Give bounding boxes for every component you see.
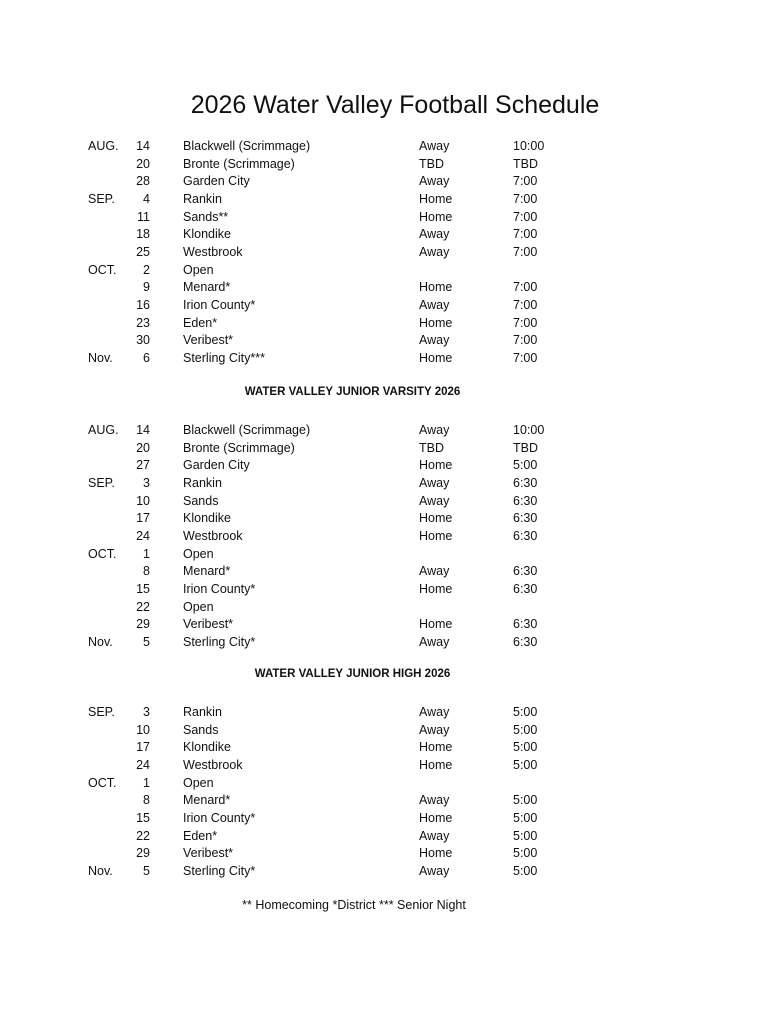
location-cell: Home: [419, 582, 453, 597]
opponent-cell: Bronte (Scrimmage): [183, 156, 295, 171]
schedule-row: [0, 562, 763, 580]
opponent-cell: Bronte (Scrimmage): [183, 440, 295, 455]
month-cell: Nov.: [88, 635, 113, 650]
time-cell: 7:00: [513, 227, 538, 242]
location-cell: Away: [419, 828, 450, 843]
month-cell: AUG.: [88, 423, 119, 437]
day-cell: 4: [143, 192, 150, 206]
schedule-row: [0, 862, 763, 880]
month-cell: SEP.: [88, 192, 115, 206]
opponent-cell: Sands**: [183, 209, 229, 224]
location-cell: Home: [419, 617, 453, 632]
schedule-row: [0, 598, 763, 616]
time-cell: 7:00: [513, 333, 538, 348]
location-cell: Away: [419, 139, 450, 153]
day-cell: 17: [136, 511, 150, 526]
schedule-row: [0, 774, 763, 792]
location-cell: Away: [419, 423, 450, 437]
opponent-cell: Garden City: [183, 174, 250, 189]
schedule-row: [0, 738, 763, 756]
location-cell: Home: [419, 458, 453, 473]
day-cell: 3: [143, 705, 150, 719]
location-cell: Away: [419, 174, 450, 189]
day-cell: 25: [136, 245, 150, 260]
section-heading: WATER VALLEY JUNIOR HIGH 2026: [254, 668, 451, 680]
location-cell: Away: [419, 864, 450, 879]
day-cell: 20: [136, 440, 150, 455]
location-cell: Home: [419, 740, 453, 755]
schedule-row: [0, 545, 763, 563]
month-cell: OCT.: [88, 262, 117, 277]
location-cell: Home: [419, 315, 453, 330]
location-cell: Away: [419, 476, 450, 490]
time-cell: 7:00: [513, 280, 538, 295]
day-cell: 27: [136, 458, 150, 473]
opponent-cell: Klondike: [183, 227, 231, 242]
day-cell: 10: [136, 722, 150, 737]
schedule-row: [0, 331, 763, 349]
time-cell: 7:00: [513, 351, 538, 366]
schedule-row: [0, 243, 763, 261]
time-cell: 6:30: [513, 511, 538, 526]
opponent-cell: Irion County*: [183, 582, 256, 597]
opponent-cell: Rankin: [183, 705, 222, 719]
opponent-cell: Sterling City*: [183, 635, 256, 650]
day-cell: 1: [143, 546, 150, 561]
location-cell: Away: [419, 722, 450, 737]
schedule-row: [0, 827, 763, 845]
schedule-row: [0, 296, 763, 314]
day-cell: 8: [143, 793, 150, 808]
schedule-row: [0, 615, 763, 633]
schedule-row: [0, 439, 763, 457]
month-cell: Nov.: [88, 864, 113, 879]
opponent-cell: Sterling City*: [183, 864, 256, 879]
schedule-row: [0, 137, 763, 155]
day-cell: 16: [136, 298, 150, 313]
time-cell: 6:30: [513, 476, 538, 490]
schedule-row: [0, 721, 763, 739]
location-cell: Away: [419, 793, 450, 808]
schedule-row: [0, 349, 763, 367]
month-cell: SEP.: [88, 476, 115, 490]
day-cell: 5: [143, 864, 150, 879]
location-cell: Home: [419, 846, 453, 861]
schedule-row: [0, 172, 763, 190]
opponent-cell: Veribest*: [183, 846, 234, 861]
opponent-cell: Open: [183, 775, 214, 790]
schedule-row: [0, 225, 763, 243]
month-cell: OCT.: [88, 775, 117, 790]
time-cell: 6:30: [513, 635, 538, 650]
location-cell: Home: [419, 192, 453, 206]
time-cell: 6:30: [513, 564, 538, 579]
opponent-cell: Irion County*: [183, 298, 256, 313]
location-cell: Away: [419, 227, 450, 242]
day-cell: 24: [136, 758, 150, 772]
schedule-row: [0, 190, 763, 208]
location-cell: Home: [419, 280, 453, 295]
day-cell: 15: [136, 582, 150, 597]
time-cell: 7:00: [513, 315, 538, 330]
time-cell: TBD: [513, 440, 538, 455]
time-cell: 5:00: [513, 722, 538, 737]
opponent-cell: Open: [183, 546, 214, 561]
location-cell: Away: [419, 245, 450, 260]
schedule-row: [0, 791, 763, 809]
opponent-cell: Klondike: [183, 740, 231, 755]
section-heading: WATER VALLEY JUNIOR VARSITY 2026: [244, 386, 461, 398]
time-cell: 6:30: [513, 529, 538, 544]
opponent-cell: Garden City: [183, 458, 250, 473]
time-cell: 7:00: [513, 298, 538, 313]
time-cell: 5:00: [513, 828, 538, 843]
schedule-row: [0, 509, 763, 527]
day-cell: 5: [143, 635, 150, 650]
opponent-cell: Rankin: [183, 476, 222, 490]
day-cell: 9: [143, 280, 150, 295]
month-cell: OCT.: [88, 546, 117, 561]
location-cell: Home: [419, 209, 453, 224]
day-cell: 11: [137, 209, 150, 224]
time-cell: 6:30: [513, 617, 538, 632]
day-cell: 20: [136, 156, 150, 171]
opponent-cell: Westbrook: [183, 758, 243, 772]
opponent-cell: Blackwell (Scrimmage): [183, 139, 311, 153]
location-cell: Away: [419, 564, 450, 579]
footnote-legend: ** Homecoming *District *** Senior Night: [242, 898, 466, 912]
schedule-row: [0, 261, 763, 279]
time-cell: 10:00: [513, 139, 545, 153]
opponent-cell: Veribest*: [183, 617, 234, 632]
schedule-row: [0, 421, 763, 439]
day-cell: 14: [136, 423, 150, 437]
opponent-cell: Irion County*: [183, 811, 256, 826]
schedule-row: [0, 492, 763, 510]
opponent-cell: Menard*: [183, 793, 231, 808]
time-cell: 6:30: [513, 582, 538, 597]
time-cell: 5:00: [513, 846, 538, 861]
day-cell: 2: [143, 262, 150, 277]
time-cell: TBD: [513, 156, 538, 171]
day-cell: 22: [136, 828, 150, 843]
time-cell: 5:00: [513, 811, 538, 826]
time-cell: 7:00: [513, 209, 538, 224]
location-cell: Away: [419, 493, 450, 508]
day-cell: 24: [136, 529, 150, 544]
location-cell: Away: [419, 298, 450, 313]
time-cell: 5:00: [513, 705, 538, 719]
day-cell: 18: [136, 227, 150, 242]
schedule-row: [0, 278, 763, 296]
location-cell: Home: [419, 529, 453, 544]
opponent-cell: Sands: [183, 722, 219, 737]
time-cell: 7:00: [513, 245, 538, 260]
month-cell: Nov.: [88, 351, 113, 366]
location-cell: Away: [419, 635, 450, 650]
day-cell: 8: [143, 564, 150, 579]
day-cell: 14: [136, 139, 150, 153]
time-cell: 7:00: [513, 174, 538, 189]
opponent-cell: Open: [183, 599, 214, 614]
day-cell: 30: [136, 333, 150, 348]
time-cell: 10:00: [513, 423, 545, 437]
schedule-row: [0, 527, 763, 545]
schedule-row: [0, 844, 763, 862]
time-cell: 6:30: [513, 493, 538, 508]
day-cell: 28: [136, 174, 150, 189]
month-cell: SEP.: [88, 705, 115, 719]
time-cell: 5:00: [513, 793, 538, 808]
opponent-cell: Klondike: [183, 511, 231, 526]
schedule-row: [0, 474, 763, 492]
opponent-cell: Menard*: [183, 564, 231, 579]
schedule-row: [0, 314, 763, 332]
schedule-row: [0, 703, 763, 721]
opponent-cell: Westbrook: [183, 245, 243, 260]
time-cell: 7:00: [513, 192, 538, 206]
schedule-row: [0, 456, 763, 474]
time-cell: 5:00: [513, 740, 538, 755]
opponent-cell: Blackwell (Scrimmage): [183, 423, 311, 437]
location-cell: Away: [419, 705, 450, 719]
day-cell: 29: [136, 617, 150, 632]
opponent-cell: Veribest*: [183, 333, 234, 348]
month-cell: AUG.: [88, 139, 119, 153]
day-cell: 29: [136, 846, 150, 861]
location-cell: Away: [419, 333, 450, 348]
opponent-cell: Westbrook: [183, 529, 243, 544]
opponent-cell: Eden*: [183, 315, 218, 330]
opponent-cell: Eden*: [183, 828, 218, 843]
day-cell: 17: [136, 740, 150, 755]
schedule-row: [0, 208, 763, 226]
day-cell: 23: [136, 315, 150, 330]
day-cell: 3: [143, 476, 150, 490]
location-cell: TBD: [419, 440, 444, 455]
location-cell: Home: [419, 758, 453, 772]
time-cell: 5:00: [513, 864, 538, 879]
day-cell: 6: [143, 351, 150, 366]
time-cell: 5:00: [513, 758, 538, 772]
schedule-row: [0, 155, 763, 173]
schedule-row: [0, 580, 763, 598]
page-title: 2026 Water Valley Football Schedule: [190, 91, 600, 119]
location-cell: TBD: [419, 156, 444, 171]
day-cell: 10: [136, 493, 150, 508]
schedule-row: [0, 809, 763, 827]
location-cell: Home: [419, 811, 453, 826]
day-cell: 22: [136, 599, 150, 614]
day-cell: 1: [143, 775, 150, 790]
time-cell: 5:00: [513, 458, 538, 473]
opponent-cell: Open: [183, 262, 214, 277]
opponent-cell: Rankin: [183, 192, 222, 206]
opponent-cell: Sands: [183, 493, 219, 508]
schedule-row: [0, 756, 763, 774]
location-cell: Home: [419, 351, 453, 366]
day-cell: 15: [136, 811, 150, 826]
opponent-cell: Sterling City***: [183, 351, 265, 366]
schedule-row: [0, 633, 763, 651]
location-cell: Home: [419, 511, 453, 526]
opponent-cell: Menard*: [183, 280, 231, 295]
